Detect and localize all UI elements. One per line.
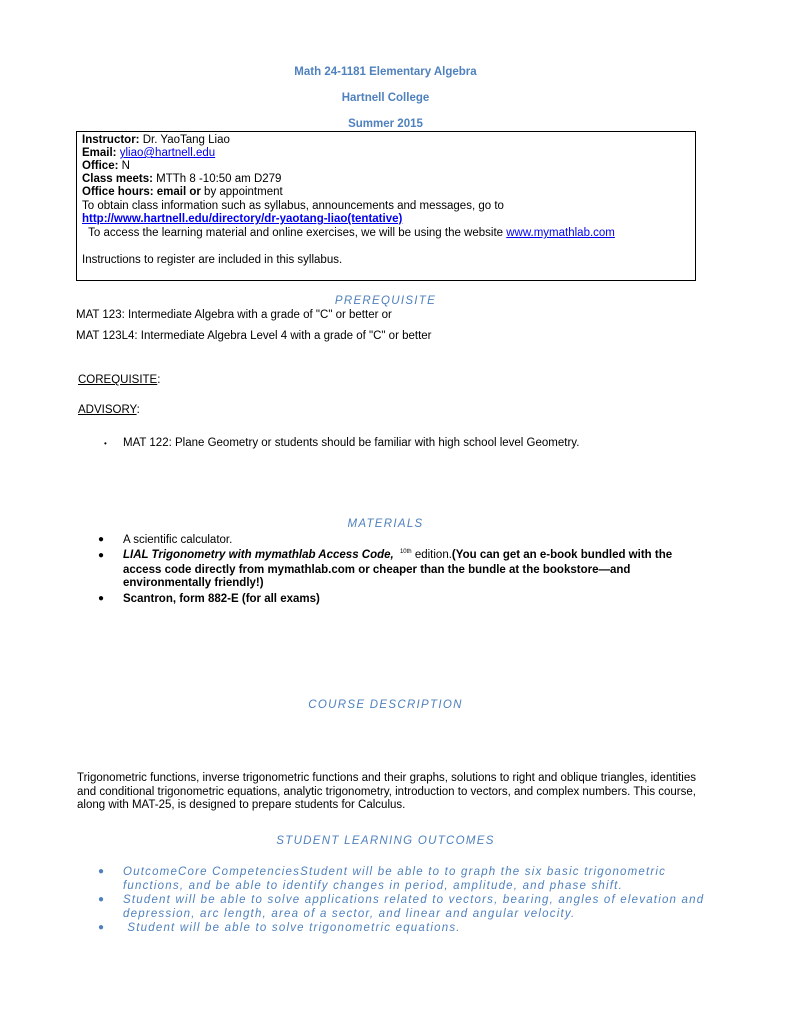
advisory-colon: : [136, 404, 140, 416]
instructor-value: Dr. YaoTang Liao [139, 134, 230, 146]
instructor-info-box [76, 131, 696, 281]
materials-item-calculator: A scientific calculator. [123, 534, 233, 546]
slo-heading: STUDENT LEARNING OUTCOMES [276, 835, 495, 847]
edition-word: edition. [414, 549, 452, 561]
email-label: Email: [82, 147, 117, 159]
slo-item-2-line-2: depression, arc length, area of a sector, and linear and angular velocity. [123, 908, 576, 920]
textbook-note-line-3: environmentally friendly!) [123, 577, 264, 589]
course-description-line-2: and conditional trigonometric equations, analytic trigonometry, introduction to vectors, and complex numbers. This course, [77, 785, 696, 798]
advisory-bullet: • [104, 439, 107, 448]
register-text: Instructions to register are included in this syllabus. [82, 254, 343, 266]
corequisite-label: COREQUISITE [78, 374, 158, 386]
course-description-line-1: Trigonometric functions, inverse trigonometric functions and their graphs, solutions to right and oblique triangles, identities [77, 772, 696, 784]
slo-bullet-2: ● [98, 894, 105, 905]
access-line [82, 227, 615, 240]
materials-item-textbook [123, 549, 672, 561]
course-description-line-3: along with MAT-25, is designed to prepare students for Calculus. [77, 799, 406, 811]
edition-superscript: 10th [399, 549, 412, 556]
slo-item-2-line-1: Student will be able to solve applications related to vectors, bearing, angles of elevation and [123, 894, 705, 906]
slo-item-3: Student will be able to solve trigonometric equations. [123, 922, 461, 934]
prerequisite-item-1: MAT 123: Intermediate Algebra with a grade of "C" or better or [76, 309, 392, 321]
course-title: Math 24-1181 Elementary Algebra [294, 66, 477, 78]
slo-item-1 [123, 865, 666, 893]
office-value: N [118, 160, 130, 172]
materials-bullet-1: ● [98, 534, 105, 545]
class-meets-line [82, 173, 281, 186]
materials-bullet-3: ● [98, 593, 105, 604]
instructor-line [82, 134, 230, 147]
slo-item-2 [123, 893, 704, 921]
office-hours-line [82, 186, 283, 199]
advisory-label: ADVISORY [78, 404, 137, 416]
slo-bullet-3: ● [98, 922, 105, 933]
obtain-info-text: To obtain class information such as syllabus, announcements and messages, go to [82, 200, 504, 212]
prerequisite-heading: PREREQUISITE [334, 295, 437, 307]
term: Summer 2015 [348, 118, 423, 130]
slo-bullet-1: ● [98, 866, 105, 877]
corequisite-line [78, 374, 160, 386]
advisory-item: MAT 122: Plane Geometry or students should be familiar with high school level Geometry. [123, 437, 580, 449]
corequisite-colon: : [157, 374, 161, 386]
materials-bullet-2: ● [98, 550, 105, 561]
directory-link[interactable]: http://www.hartnell.edu/directory/dr-yaotang-liao(tentative) [82, 213, 403, 225]
textbook-note-line-2: access code directly from mymathlab.com or cheaper than the bundle at the bookstore—and [123, 564, 631, 576]
email-line [82, 147, 215, 160]
class-meets-value: MTTh 8 -10:50 am D279 [152, 173, 282, 185]
course-description-text [77, 772, 717, 813]
mymathlab-link[interactable]: www.mymathlab.com [506, 227, 615, 239]
instructor-label: Instructor: [82, 134, 140, 146]
textbook-title: LIAL Trigonometry with mymathlab Access Code, [123, 549, 394, 561]
office-hours-label: Office hours: email or [82, 186, 201, 198]
office-label: Office: [82, 160, 119, 172]
slo-item-1-line-1: OutcomeCore CompetenciesStudent will be able to to graph the six basic trigonometric [123, 866, 667, 878]
course-description-heading: COURSE DESCRIPTION [308, 699, 463, 711]
slo-item-1-line-2: functions, and be able to identify changes in period, amplitude, and phase shift. [123, 880, 623, 892]
directory-line [82, 213, 402, 226]
office-line [82, 160, 130, 173]
advisory-line [78, 404, 140, 416]
access-text: To access the learning material and online exercises, we will be using the website [82, 227, 507, 239]
materials-heading: MATERIALS [347, 518, 424, 530]
email-link[interactable]: yliao@hartnell.edu [119, 147, 216, 159]
college-name: Hartnell College [341, 92, 430, 104]
office-hours-value: by appointment [200, 186, 283, 198]
materials-item-scantron: Scantron, form 882-E (for all exams) [123, 593, 320, 605]
class-meets-label: Class meets: [82, 173, 153, 185]
prerequisite-item-2: MAT 123L4: Intermediate Algebra Level 4 with a grade of "C" or better [76, 330, 432, 342]
textbook-note-line-1: (You can get an e-book bundled with the [451, 549, 673, 561]
